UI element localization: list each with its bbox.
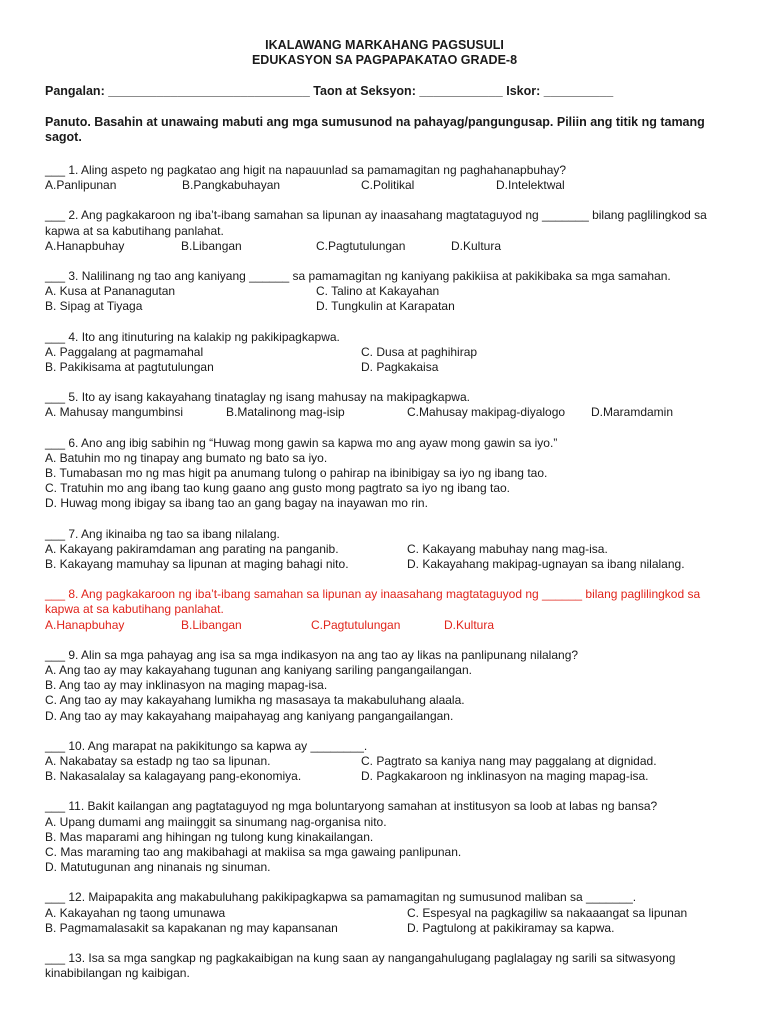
question-8 [45,587,724,633]
question-2 [45,208,724,254]
question-4 [45,330,724,376]
option-a: A. Paggalang at pagmamahal [45,344,204,359]
option-c: C.Pagtutulungan [311,617,401,632]
question-stem: ___ 3. Nalilinang ng tao ang kaniyang ______ sa pamamagitan ng kaniyang pakikiisa at pakikibaka sa mga samahan. [45,268,671,283]
option-b: B.Matalinong mag-isip [226,405,345,420]
exam-title: IKALAWANG MARKAHANG PAGSUSULI [265,38,504,52]
question-9 [45,648,724,724]
option-c: C. Kakayang mabuhay nang mag-isa. [407,541,608,556]
question-stem: ___ 11. Bakit kailangan ang pagtataguyod ng mga boluntaryong samahan at institusyon sa loob at labas ng bansa? [45,799,658,814]
option-d: D. Pagkakaroon ng inklinasyon na maging mapag-isa. [361,769,649,784]
option-a: A. Batuhin mo ng tinapay ang bumato ng bato sa iyo. [45,450,328,465]
question-stem: ___ 8. Ang pagkakaroon ng iba’t-ibang samahan sa lipunan ay inaasahang magtataguyod ng ______ bilang paglilingkod sa kapwa at sa kabutihang panlahat. [45,587,701,617]
question-stem: ___ 13. Isa sa mga sangkap ng pagkakaibigan na kung saan ay nangangahulugang paglalagay ng sarili sa sitwasyong kinabibilangan ng kaibigan. [45,950,676,981]
option-a: A. Mahusay mangumbinsi [45,405,184,420]
option-d: D. Kakayahang makipag-ugnayan sa ibang nilalang. [407,556,685,571]
question-stem: ___ 9. Alin sa mga pahayag ang isa sa mga indikasyon na ang tao ay likas na panlipunang nilalang? [45,647,579,662]
option-b: B. Ang tao ay may inklinasyon na maging mapag-isa. [45,678,328,693]
option-c: C.Mahusay makipag-diyalogo [407,405,566,420]
option-a: A. Kakayang pakiramdaman ang parating na panganib. [45,541,339,556]
option-b: B.Libangan [181,238,242,253]
option-d: D. Pagkakaisa [361,359,439,374]
question-stem: ___ 12. Maipapakita ang makabuluhang pakikipagkapwa sa pamamagitan ng sumusunod maliban sa _______. [45,890,637,905]
option-d: D. Tungkulin at Karapatan [316,299,455,314]
option-c: C. Dusa at paghihirap [361,344,478,359]
question-5 [45,390,724,420]
question-11 [45,799,724,875]
question-12 [45,890,724,936]
option-a: A. Ang tao ay may kakayahang tugunan ang kaniyang sariling pangangailangan. [45,662,472,677]
option-d: D. Huwag mong ibigay sa ibang tao an gang bagay na inayawan mo rin. [45,496,428,511]
option-a: A. Kakayahan ng taong umunawa [45,905,226,920]
option-d: D. Matutugunan ang ninanais ng sinuman. [45,860,271,875]
option-c: C.Pagtutulungan [316,238,406,253]
option-d: D. Pagtulong at pakikiramay sa kapwa. [407,920,615,935]
question-1 [45,163,724,193]
option-a: A. Upang dumami ang maiinggit sa sinumang nag-organisa nito. [45,814,387,829]
option-d: D.Maramdamin [591,405,674,420]
option-c: C. Ang tao ay may kakayahang lumikha ng masasaya ta makabuluhang alaala. [45,693,465,708]
option-c: C. Tratuhin mo ang ibang tao kung gaano ang gusto mong pagtrato sa iyo ng ibang tao. [45,481,510,496]
question-6 [45,436,724,512]
option-a: A. Kusa at Pananagutan [45,284,176,299]
option-b: B.Libangan [181,617,242,632]
question-stem: ___ 6. Ano ang ibig sabihin ng “Huwag mong gawin sa kapwa mo ang ayaw mong gawin sa iyo.” [45,435,558,450]
option-a: A.Hanapbuhay [45,238,125,253]
instructions: Panuto. Basahin at unawaing mabuti ang mga sumusunod na pahayag/pangungusap. Piliin ang titik ng tamang sagot. [45,115,705,144]
option-b: B. Nakasalalay sa kalagayang pang-ekonomiya. [45,769,302,784]
option-c: C. Espesyal na pagkagiliw sa nakaaangat sa lipunan [407,905,688,920]
question-stem: ___ 1. Aling aspeto ng pagkatao ang higit na napauunlad sa pamamagitan ng paghahanapbuhay? [45,163,567,177]
question-stem: ___ 2. Ang pagkakaroon ng iba’t-ibang samahan sa lipunan ay inaasahang magtataguyod ng _______ bilang paglilingkod sa kapwa at sa kabutihang panlahat. [45,208,707,238]
option-d: D.Kultura [444,617,495,632]
option-d: D.Kultura [451,238,502,253]
option-b: B. Pakikisama at pagtutulungan [45,359,214,374]
option-c: C. Talino at Kakayahan [316,284,440,299]
question-stem: ___ 5. Ito ay isang kakayahang tinataglay ng isang mahusay na makipagkapwa. [45,390,470,405]
option-d: D.Intelektwal [496,178,565,193]
option-b: B. Pagmamalasakit sa kapakanan ng may kapansanan [45,920,338,935]
option-c: C. Mas maraming tao ang makibahagi at makiisa sa mga gawaing panlipunan. [45,844,462,859]
option-b: B. Tumabasan mo ng mas higit pa anumang tulong o pahirap na ibinibigay sa iyo ng ibang tao. [45,465,548,480]
option-d: D. Ang tao ay may kakayahang maipahayag ang kaniyang pangangailangan. [45,708,454,723]
option-c: C. Pagtrato sa kaniya nang may paggalang at dignidad. [361,753,657,768]
option-b: B. Mas maparami ang hihingan ng tulong kung kinakailangan. [45,829,374,844]
option-a: A.Panlipunan [45,178,117,193]
option-a: A.Hanapbuhay [45,617,125,632]
option-b: B. Kakayang mamuhay sa lipunan at maging bahagi nito. [45,556,349,571]
question-13 [45,951,724,981]
question-stem: ___ 7. Ang ikinaiba ng tao sa ibang nilalang. [45,526,280,541]
question-stem: ___ 4. Ito ang itinuturing na kalakip ng pakikipagkapwa. [45,329,340,344]
option-c: C.Politikal [361,178,415,193]
question-stem: ___ 10. Ang marapat na pakikitungo sa kapwa ay ________. [45,738,368,753]
exam-subtitle: EDUKASYON SA PAGPAPAKATAO GRADE-8 [251,53,518,67]
question-3 [45,269,724,315]
option-b: B. Sipag at Tiyaga [45,299,143,314]
option-b: B.Pangkabuhayan [182,178,281,193]
question-7 [45,527,724,573]
question-10 [45,739,724,785]
student-info-line: Pangalan: _____________________________ Taon at Seksyon: ____________ Iskor: __________ [45,84,614,98]
option-a: A. Nakabatay sa estadp ng tao sa lipunan. [45,753,271,768]
